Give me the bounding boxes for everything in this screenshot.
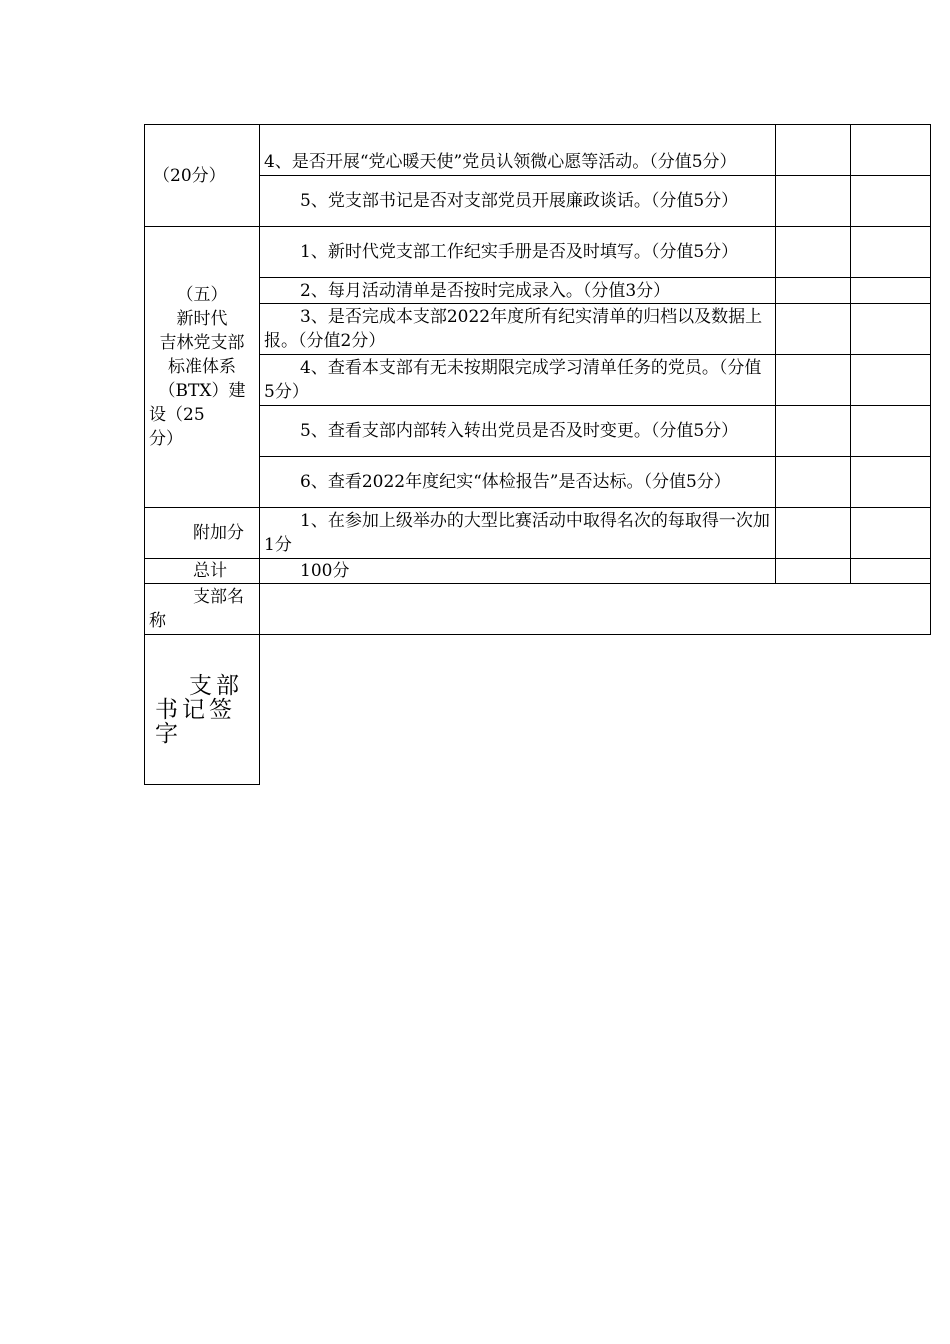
score-cell xyxy=(851,559,931,584)
score-cell xyxy=(776,227,851,278)
table-row xyxy=(145,406,931,457)
total-value: 100分 xyxy=(300,561,350,581)
table-row xyxy=(145,176,931,227)
branch-name-label: 支部名称 xyxy=(149,587,244,631)
bonus-label: 附加分 xyxy=(193,523,244,543)
item-cell xyxy=(260,125,776,176)
item-text: 3、是否完成本支部2022年度所有纪实清单的归档以及数据上报。（分值2分） xyxy=(264,307,763,351)
score-cell xyxy=(851,457,931,508)
item-cell xyxy=(260,176,776,227)
category-label: （20分） xyxy=(153,165,226,186)
category-line: 新时代 xyxy=(176,309,228,329)
score-cell xyxy=(776,559,851,584)
score-cell xyxy=(776,176,851,227)
category-line: 标准体系 xyxy=(168,357,236,377)
total-value-cell xyxy=(260,559,776,584)
item-text: 1、新时代党支部工作纪实手册是否及时填写。（分值5分） xyxy=(300,242,739,262)
table-row xyxy=(145,227,931,278)
total-label: 总计 xyxy=(193,561,227,581)
category-line: 吉林党支部 xyxy=(159,333,245,353)
score-cell xyxy=(776,125,851,176)
table-row xyxy=(145,508,931,559)
item-cell xyxy=(260,457,776,508)
item-text: 2、每月活动清单是否按时完成录入。（分值3分） xyxy=(300,280,671,301)
score-cell xyxy=(851,227,931,278)
branch-name-value-cell xyxy=(260,584,931,635)
category-cell xyxy=(145,125,260,227)
item-text: 4、是否开展“党心暖天使”党员认领微心愿等活动。（分值5分） xyxy=(264,152,737,172)
evaluation-table xyxy=(144,124,931,785)
category-line: 分） xyxy=(149,429,183,449)
item-text: 5、查看支部内部转入转出党员是否及时变更。（分值5分） xyxy=(300,421,739,441)
table-row xyxy=(145,584,931,635)
score-cell xyxy=(776,304,851,355)
total-label-cell xyxy=(145,559,260,584)
signature-label-cell xyxy=(145,635,260,785)
table-row xyxy=(145,304,931,355)
table-row xyxy=(145,355,931,406)
item-text: 6、查看2022年度纪实“体检报告”是否达标。（分值5分） xyxy=(300,472,731,492)
category-line: （BTX）建 xyxy=(158,381,246,401)
score-cell xyxy=(776,406,851,457)
table-row xyxy=(145,635,931,785)
category-cell xyxy=(145,227,260,508)
score-cell xyxy=(851,176,931,227)
branch-name-label-cell xyxy=(145,584,260,635)
item-cell xyxy=(260,278,776,304)
category-line: （五） xyxy=(176,285,228,305)
score-cell xyxy=(776,457,851,508)
category-line: 设（25 xyxy=(149,405,205,425)
signature-label: 支部书记签字 xyxy=(155,672,243,747)
table-row xyxy=(145,559,931,584)
score-cell xyxy=(776,355,851,406)
score-cell xyxy=(851,406,931,457)
table-row xyxy=(145,125,931,176)
item-text: 4、查看本支部有无未按期限完成学习清单任务的党员。（分值5分） xyxy=(264,358,762,402)
score-cell xyxy=(851,125,931,176)
item-cell xyxy=(260,508,776,559)
table-row xyxy=(145,457,931,508)
score-cell xyxy=(776,278,851,304)
item-cell xyxy=(260,304,776,355)
score-cell xyxy=(851,508,931,559)
item-text: 5、党支部书记是否对支部党员开展廉政谈话。（分值5分） xyxy=(300,191,739,211)
bonus-label-cell xyxy=(145,508,260,559)
signature-space xyxy=(260,635,931,785)
bonus-item-text: 1、在参加上级举办的大型比赛活动中取得名次的每取得一次加1分 xyxy=(264,511,770,555)
item-cell xyxy=(260,406,776,457)
score-cell xyxy=(851,355,931,406)
table-row xyxy=(145,278,931,304)
score-cell xyxy=(851,278,931,304)
score-cell xyxy=(776,508,851,559)
item-cell xyxy=(260,355,776,406)
item-cell xyxy=(260,227,776,278)
score-cell xyxy=(851,304,931,355)
